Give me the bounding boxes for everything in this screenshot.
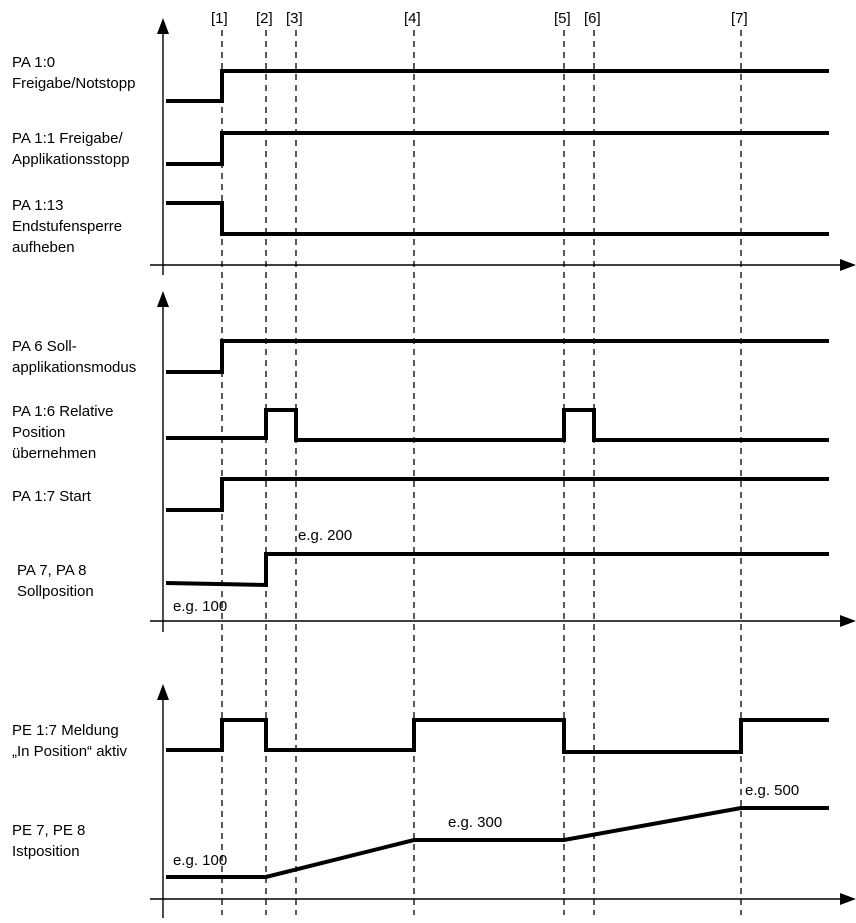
label-pe-1-7 (12, 720, 127, 762)
label-pa-1-0-line2: Freigabe/Notstopp (12, 75, 136, 92)
label-pa-6-line1: PA 6 Soll- (12, 338, 77, 355)
y-axis-3-arrow (157, 684, 169, 700)
label-pe-7-8-line2: Istposition (12, 843, 80, 860)
marker-label-3: [3] (286, 10, 303, 27)
event-marker-lines (222, 30, 741, 915)
label-pa-6-line2: applikationsmodus (12, 359, 137, 376)
label-pa-1-6-line1: PA 1:6 Relative (12, 403, 114, 420)
annotation-ist-mid: e.g. 300 (448, 814, 503, 831)
label-pa-1-7 (12, 486, 91, 507)
label-pa-1-13 (12, 195, 122, 258)
x-axis-1-arrow (840, 259, 856, 271)
label-pa-1-1-line2: Applikationsstopp (12, 151, 130, 168)
y-axis-1-arrow (157, 18, 169, 34)
label-pa-7-8 (17, 560, 94, 602)
label-pa-1-0 (12, 52, 135, 94)
axes (150, 30, 842, 918)
label-pa-1-6-line2: Position (12, 424, 66, 441)
annotation-soll-target: e.g. 200 (298, 527, 353, 544)
label-pa-1-1 (12, 128, 130, 170)
label-pa-1-13-line1: PA 1:13 (12, 197, 64, 214)
label-pa-1-13-line3: aufheben (12, 239, 75, 256)
annotation-ist-start: e.g. 100 (173, 852, 228, 869)
wave-pa-1-1 (166, 133, 829, 164)
marker-label-5: [5] (554, 10, 571, 27)
label-pe-1-7-line1: PE 1:7 Meldung (12, 722, 119, 739)
marker-label-4: [4] (404, 10, 421, 27)
label-pa-1-6 (12, 401, 113, 464)
y-axis-2-arrow (157, 291, 169, 307)
label-pe-1-7-line2: „In Position“ aktiv (12, 743, 128, 760)
x-axis-2-arrow (840, 615, 856, 627)
axis-arrows (157, 18, 856, 905)
label-pa-1-7-line1: PA 1:7 Start (12, 488, 91, 505)
wave-pe-1-7 (166, 720, 829, 752)
x-axis-3-arrow (840, 893, 856, 905)
marker-label-1: [1] (211, 10, 228, 27)
marker-label-6: [6] (584, 10, 601, 27)
label-pa-1-0-line1: PA 1:0 (12, 54, 56, 71)
label-pe-7-8 (12, 820, 85, 862)
label-pa-1-13-line2: Endstufensperre (12, 218, 123, 235)
label-pa-6 (12, 336, 136, 378)
label-pa-7-8-line1: PA 7, PA 8 (17, 562, 87, 579)
annotation-soll-start: e.g. 100 (173, 598, 228, 615)
label-pa-1-6-line3: übernehmen (12, 445, 97, 462)
wave-pa-6 (166, 341, 829, 372)
annotation-ist-end: e.g. 500 (745, 782, 800, 799)
marker-label-7: [7] (731, 10, 748, 27)
label-pe-7-8-line1: PE 7, PE 8 (12, 822, 86, 839)
label-pa-1-1-line1: PA 1:1 Freigabe/ (12, 130, 123, 147)
label-pa-7-8-line2: Sollposition (17, 583, 94, 600)
wave-pa-1-6 (166, 410, 829, 440)
wave-pa-7-8 (166, 554, 829, 585)
marker-label-2: [2] (256, 10, 273, 27)
